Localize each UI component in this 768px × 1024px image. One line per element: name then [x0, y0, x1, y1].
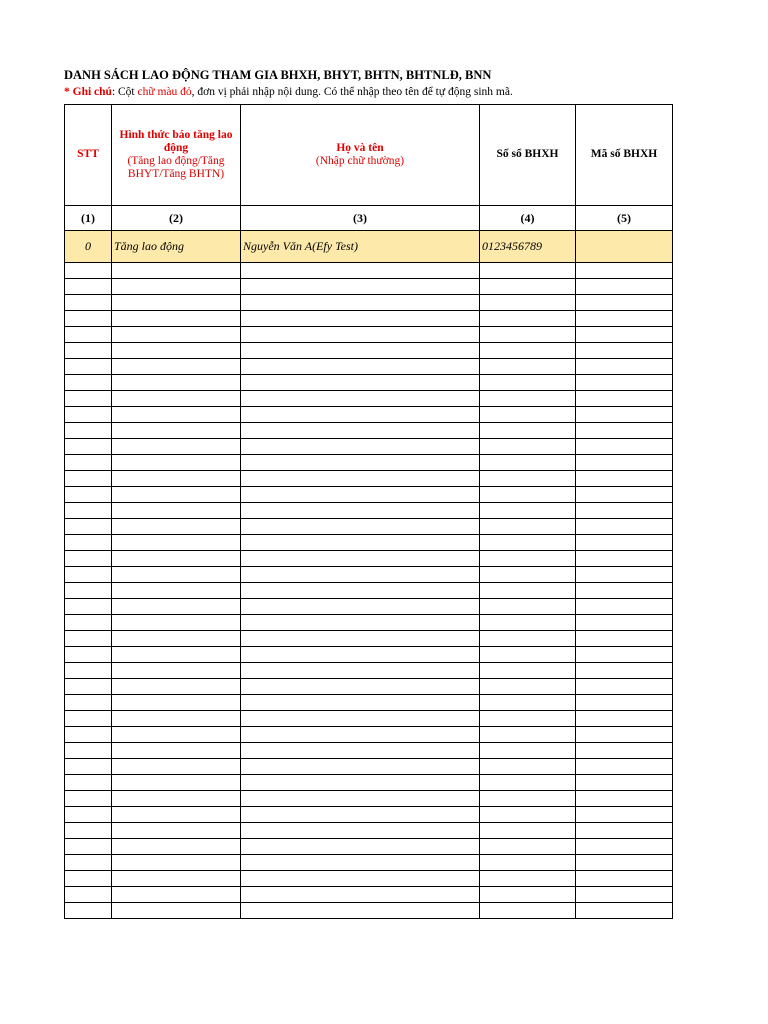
- table-cell[interactable]: [112, 295, 241, 311]
- table-cell[interactable]: [480, 711, 576, 727]
- table-row: [65, 599, 673, 615]
- table-row: [65, 439, 673, 455]
- table-cell[interactable]: [480, 391, 576, 407]
- table-cell[interactable]: [65, 727, 112, 743]
- header-stt: STT: [65, 105, 112, 206]
- table-cell[interactable]: [480, 519, 576, 535]
- table-cell[interactable]: [241, 679, 480, 695]
- table-cell[interactable]: [112, 663, 241, 679]
- table-cell[interactable]: [65, 359, 112, 375]
- table-cell[interactable]: [241, 839, 480, 855]
- table-cell[interactable]: [480, 535, 576, 551]
- table-cell[interactable]: [241, 599, 480, 615]
- column-number: (1): [65, 206, 112, 231]
- table-row: [65, 375, 673, 391]
- table-cell[interactable]: [576, 343, 673, 359]
- table-cell[interactable]: [576, 839, 673, 855]
- table-cell[interactable]: [65, 615, 112, 631]
- table-cell[interactable]: [112, 775, 241, 791]
- table-cell[interactable]: [480, 695, 576, 711]
- table-cell[interactable]: [480, 503, 576, 519]
- table-cell[interactable]: [241, 551, 480, 567]
- table-cell[interactable]: [112, 407, 241, 423]
- table-cell[interactable]: [65, 679, 112, 695]
- table-cell[interactable]: [576, 855, 673, 871]
- table-cell[interactable]: [576, 727, 673, 743]
- table-cell[interactable]: [241, 343, 480, 359]
- table-cell[interactable]: [112, 535, 241, 551]
- table-cell[interactable]: [480, 791, 576, 807]
- table-row: [65, 855, 673, 871]
- table-row: [65, 903, 673, 919]
- table-row: [65, 567, 673, 583]
- table-cell[interactable]: [241, 759, 480, 775]
- table-cell[interactable]: [112, 839, 241, 855]
- table-cell[interactable]: [241, 807, 480, 823]
- table-cell[interactable]: [480, 631, 576, 647]
- table-row: [65, 391, 673, 407]
- table-cell[interactable]: [576, 759, 673, 775]
- table-cell[interactable]: [112, 823, 241, 839]
- table-cell[interactable]: [576, 551, 673, 567]
- table-cell[interactable]: [576, 279, 673, 295]
- table-row: [65, 871, 673, 887]
- table-cell[interactable]: [112, 487, 241, 503]
- table-cell[interactable]: [241, 423, 480, 439]
- table-cell[interactable]: [112, 263, 241, 279]
- header-full-name-sub: (Nhập chữ thường): [315, 155, 405, 167]
- table-cell[interactable]: [112, 679, 241, 695]
- table-cell[interactable]: [576, 679, 673, 695]
- table-cell[interactable]: [112, 743, 241, 759]
- table-cell[interactable]: [576, 695, 673, 711]
- table-cell[interactable]: [65, 855, 112, 871]
- table-cell[interactable]: [480, 423, 576, 439]
- table-cell[interactable]: [576, 615, 673, 631]
- table-cell[interactable]: [576, 391, 673, 407]
- table-cell[interactable]: [241, 615, 480, 631]
- table-cell[interactable]: [480, 567, 576, 583]
- table-row: [65, 519, 673, 535]
- table-cell[interactable]: [65, 567, 112, 583]
- table-cell[interactable]: [65, 823, 112, 839]
- table-cell[interactable]: [112, 887, 241, 903]
- employee-table: [64, 104, 673, 919]
- table-cell[interactable]: [480, 823, 576, 839]
- table-cell[interactable]: [65, 263, 112, 279]
- table-cell[interactable]: [65, 375, 112, 391]
- table-cell[interactable]: [241, 775, 480, 791]
- table-cell[interactable]: [241, 855, 480, 871]
- table-cell[interactable]: [65, 887, 112, 903]
- table-row: [65, 535, 673, 551]
- table-cell[interactable]: [65, 343, 112, 359]
- table-cell[interactable]: [112, 375, 241, 391]
- table-cell[interactable]: [241, 631, 480, 647]
- sample-type-cell[interactable]: Tăng lao động: [112, 231, 241, 263]
- column-number-row: [65, 206, 673, 231]
- table-row: [65, 647, 673, 663]
- table-cell[interactable]: [576, 887, 673, 903]
- table-cell[interactable]: [480, 647, 576, 663]
- table-cell[interactable]: [241, 711, 480, 727]
- table-cell[interactable]: [576, 295, 673, 311]
- column-number: (3): [241, 206, 480, 231]
- table-row: [65, 615, 673, 631]
- table-cell[interactable]: [112, 311, 241, 327]
- table-row: [65, 295, 673, 311]
- table-cell[interactable]: [480, 679, 576, 695]
- note-text-1: : Cột: [111, 86, 138, 98]
- table-cell[interactable]: [112, 519, 241, 535]
- table-cell[interactable]: [65, 327, 112, 343]
- table-cell[interactable]: [480, 903, 576, 919]
- table-cell[interactable]: [576, 631, 673, 647]
- table-cell[interactable]: [241, 567, 480, 583]
- table-cell[interactable]: [112, 391, 241, 407]
- table-cell[interactable]: [576, 823, 673, 839]
- table-cell[interactable]: [112, 631, 241, 647]
- table-cell[interactable]: [480, 727, 576, 743]
- table-cell[interactable]: [241, 791, 480, 807]
- table-cell[interactable]: [65, 455, 112, 471]
- table-cell[interactable]: [65, 695, 112, 711]
- table-cell[interactable]: [576, 711, 673, 727]
- table-cell[interactable]: [112, 615, 241, 631]
- table-cell[interactable]: [241, 391, 480, 407]
- table-cell[interactable]: [480, 583, 576, 599]
- table-cell[interactable]: [112, 791, 241, 807]
- note-label: * Ghi chú: [64, 86, 112, 98]
- table-row: [65, 279, 673, 295]
- table-cell[interactable]: [65, 807, 112, 823]
- table-row: [65, 663, 673, 679]
- table-row: [65, 407, 673, 423]
- document-title: DANH SÁCH LAO ĐỘNG THAM GIA BHXH, BHYT, BHTN, BHTNLĐ, BNN: [64, 68, 492, 82]
- table-cell[interactable]: [112, 727, 241, 743]
- table-row: [65, 583, 673, 599]
- table-cell[interactable]: [65, 775, 112, 791]
- table-cell[interactable]: [65, 423, 112, 439]
- table-cell[interactable]: [241, 887, 480, 903]
- table-cell[interactable]: [65, 599, 112, 615]
- table-cell[interactable]: [112, 647, 241, 663]
- table-row: [65, 695, 673, 711]
- table-cell[interactable]: [480, 551, 576, 567]
- table-cell[interactable]: [576, 359, 673, 375]
- table-cell[interactable]: [65, 279, 112, 295]
- sample-row: [65, 231, 673, 263]
- table-cell[interactable]: [65, 311, 112, 327]
- table-cell[interactable]: [576, 647, 673, 663]
- table-cell[interactable]: [576, 775, 673, 791]
- table-row: [65, 359, 673, 375]
- table-cell[interactable]: [112, 759, 241, 775]
- table-cell[interactable]: [65, 903, 112, 919]
- table-cell[interactable]: [65, 583, 112, 599]
- header-full-name-title: Họ và tên: [336, 141, 384, 154]
- table-cell[interactable]: [112, 551, 241, 567]
- header-book-number: Số sổ BHXH: [480, 105, 576, 206]
- table-cell[interactable]: [112, 359, 241, 375]
- table-row: [65, 743, 673, 759]
- table-cell[interactable]: [65, 535, 112, 551]
- table-cell[interactable]: [480, 327, 576, 343]
- table-cell[interactable]: [576, 327, 673, 343]
- table-row: [65, 343, 673, 359]
- table-cell[interactable]: [112, 455, 241, 471]
- table-cell[interactable]: [241, 903, 480, 919]
- table-cell[interactable]: [65, 839, 112, 855]
- table-cell[interactable]: [65, 743, 112, 759]
- table-cell[interactable]: [65, 871, 112, 887]
- table-cell[interactable]: [112, 711, 241, 727]
- table-row: [65, 423, 673, 439]
- table-cell[interactable]: [112, 583, 241, 599]
- table-cell[interactable]: [241, 823, 480, 839]
- table-cell[interactable]: [576, 871, 673, 887]
- table-cell[interactable]: [480, 455, 576, 471]
- table-cell[interactable]: [65, 439, 112, 455]
- table-row: [65, 727, 673, 743]
- table-cell[interactable]: [241, 327, 480, 343]
- table-cell[interactable]: [480, 839, 576, 855]
- table-cell[interactable]: [576, 535, 673, 551]
- table-row: [65, 311, 673, 327]
- table-cell[interactable]: [480, 775, 576, 791]
- header-full-name: [241, 105, 480, 206]
- note-red-words: chữ màu đỏ: [137, 86, 192, 98]
- table-row: [65, 887, 673, 903]
- table-cell[interactable]: [480, 375, 576, 391]
- table-row: [65, 775, 673, 791]
- table-cell[interactable]: [576, 583, 673, 599]
- table-row: [65, 471, 673, 487]
- note-line: [64, 86, 513, 98]
- table-cell[interactable]: [480, 855, 576, 871]
- table-cell[interactable]: [241, 519, 480, 535]
- table-cell[interactable]: [112, 423, 241, 439]
- table-cell[interactable]: [112, 439, 241, 455]
- sample-name-cell[interactable]: Nguyễn Văn A(Efy Test): [241, 231, 480, 263]
- table-cell[interactable]: [241, 311, 480, 327]
- table-cell[interactable]: [480, 359, 576, 375]
- table-cell[interactable]: [576, 663, 673, 679]
- table-cell[interactable]: [576, 375, 673, 391]
- table-cell[interactable]: [576, 487, 673, 503]
- table-cell[interactable]: [65, 647, 112, 663]
- table-row: [65, 487, 673, 503]
- table-row: [65, 823, 673, 839]
- table-cell[interactable]: [480, 759, 576, 775]
- table-cell[interactable]: [480, 263, 576, 279]
- table-row: [65, 263, 673, 279]
- table-cell[interactable]: [65, 391, 112, 407]
- table-cell[interactable]: [241, 359, 480, 375]
- table-cell[interactable]: [112, 471, 241, 487]
- table-cell[interactable]: [65, 759, 112, 775]
- table-cell[interactable]: [112, 855, 241, 871]
- table-cell[interactable]: [576, 503, 673, 519]
- table-cell[interactable]: [480, 743, 576, 759]
- table-row: [65, 759, 673, 775]
- header-report-type-title: Hình thức báo tăng lao động: [119, 128, 233, 154]
- table-cell[interactable]: [65, 471, 112, 487]
- table-cell[interactable]: [576, 519, 673, 535]
- table-cell[interactable]: [480, 663, 576, 679]
- table-cell[interactable]: [241, 279, 480, 295]
- table-cell[interactable]: [241, 439, 480, 455]
- table-cell[interactable]: [480, 343, 576, 359]
- table-cell[interactable]: [241, 871, 480, 887]
- table-row: [65, 679, 673, 695]
- table-cell[interactable]: [241, 295, 480, 311]
- header-row: [65, 105, 673, 206]
- table-cell[interactable]: [480, 887, 576, 903]
- column-number: (5): [576, 206, 673, 231]
- table-cell[interactable]: [112, 343, 241, 359]
- table-cell[interactable]: [241, 663, 480, 679]
- sample-code-cell[interactable]: [576, 231, 673, 263]
- table-row: [65, 503, 673, 519]
- table-cell[interactable]: [480, 279, 576, 295]
- table-cell[interactable]: [112, 695, 241, 711]
- table-cell[interactable]: [241, 727, 480, 743]
- table-cell[interactable]: [576, 263, 673, 279]
- table-cell[interactable]: [241, 487, 480, 503]
- table-row: [65, 711, 673, 727]
- table-cell[interactable]: [112, 871, 241, 887]
- sample-stt-cell[interactable]: 0: [65, 231, 112, 263]
- table-cell[interactable]: [241, 471, 480, 487]
- table-cell[interactable]: [65, 711, 112, 727]
- table-cell[interactable]: [241, 695, 480, 711]
- table-cell[interactable]: [480, 487, 576, 503]
- table-cell[interactable]: [65, 631, 112, 647]
- table-cell[interactable]: [576, 455, 673, 471]
- table-cell[interactable]: [65, 503, 112, 519]
- table-cell[interactable]: [480, 311, 576, 327]
- table-cell[interactable]: [112, 903, 241, 919]
- table-row: [65, 551, 673, 567]
- table-cell[interactable]: [65, 295, 112, 311]
- table-cell[interactable]: [65, 519, 112, 535]
- table-cell[interactable]: [65, 487, 112, 503]
- table-cell[interactable]: [480, 471, 576, 487]
- table-row: [65, 839, 673, 855]
- table-cell[interactable]: [112, 327, 241, 343]
- table-cell[interactable]: [112, 503, 241, 519]
- table-cell[interactable]: [576, 567, 673, 583]
- table-cell[interactable]: [241, 647, 480, 663]
- table-cell[interactable]: [576, 471, 673, 487]
- table-cell[interactable]: [576, 807, 673, 823]
- table-cell[interactable]: [480, 599, 576, 615]
- table-cell[interactable]: [241, 743, 480, 759]
- table-cell[interactable]: [241, 535, 480, 551]
- table-cell[interactable]: [576, 439, 673, 455]
- table-cell[interactable]: [241, 407, 480, 423]
- table-cell[interactable]: [480, 615, 576, 631]
- table-cell[interactable]: [480, 807, 576, 823]
- table-cell[interactable]: [112, 599, 241, 615]
- column-number: (4): [480, 206, 576, 231]
- table-cell[interactable]: [576, 423, 673, 439]
- table-cell[interactable]: [241, 263, 480, 279]
- sample-book-number-cell[interactable]: 0123456789: [480, 231, 576, 263]
- column-number: (2): [112, 206, 241, 231]
- table-cell[interactable]: [576, 311, 673, 327]
- table-cell[interactable]: [480, 407, 576, 423]
- table-cell[interactable]: [241, 503, 480, 519]
- table-cell[interactable]: [112, 279, 241, 295]
- table-cell[interactable]: [480, 439, 576, 455]
- table-row: [65, 327, 673, 343]
- table-row: [65, 791, 673, 807]
- table-cell[interactable]: [480, 871, 576, 887]
- table-cell[interactable]: [576, 407, 673, 423]
- table-cell[interactable]: [112, 567, 241, 583]
- table-row: [65, 631, 673, 647]
- header-insurance-code: Mã số BHXH: [576, 105, 673, 206]
- table-cell[interactable]: [480, 295, 576, 311]
- table-cell[interactable]: [576, 791, 673, 807]
- table-cell[interactable]: [241, 375, 480, 391]
- header-report-type-sub: (Tăng lao động/Tăng BHYT/Tăng BHTN): [127, 155, 225, 181]
- table-cell[interactable]: [241, 583, 480, 599]
- table-cell[interactable]: [241, 455, 480, 471]
- table-cell[interactable]: [65, 663, 112, 679]
- header-report-type: [112, 105, 241, 206]
- table-cell[interactable]: [65, 551, 112, 567]
- note-text-2: , đơn vị phải nhập nội dung. Có thể nhập theo tên để tự động sinh mã.: [191, 86, 513, 98]
- table-cell[interactable]: [112, 807, 241, 823]
- table-row: [65, 807, 673, 823]
- table-row: [65, 455, 673, 471]
- table-cell[interactable]: [65, 407, 112, 423]
- table-cell[interactable]: [576, 599, 673, 615]
- table-cell[interactable]: [65, 791, 112, 807]
- table-cell[interactable]: [576, 743, 673, 759]
- table-cell[interactable]: [576, 903, 673, 919]
